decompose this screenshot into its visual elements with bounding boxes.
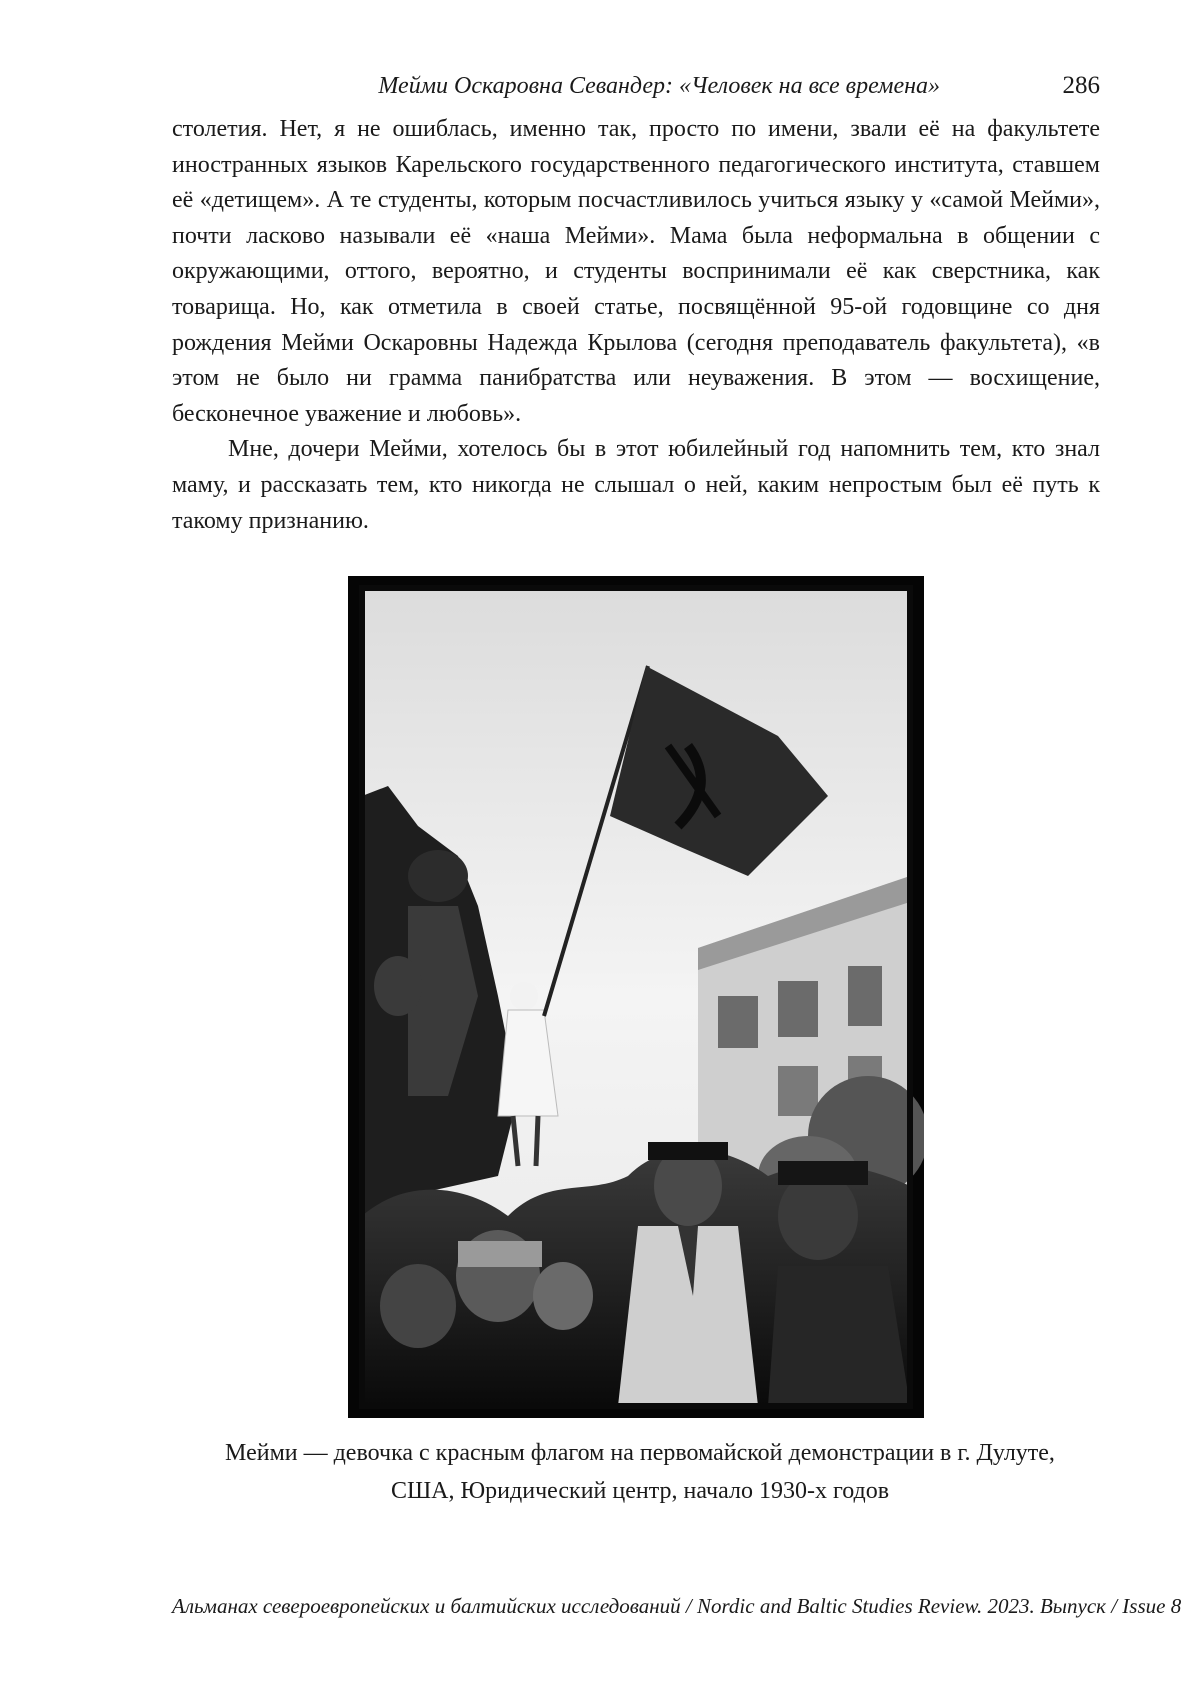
page-number: 286 <box>1062 72 1100 99</box>
paragraph-2: Мне, дочери Мейми, хотелось бы в этот юбилейный год напомнить тем, кто знал маму, и рассказать тем, кто никогда не слышал о ней, каким непростым был её путь к такому признанию. <box>172 436 1100 534</box>
caption-line-1: Мейми — девочка с красным флагом на первомайской демонстрации в г. Дулуте, <box>225 1440 1055 1466</box>
running-title: Мейми Оскаровна Севандер: «Человек на все времена» <box>378 73 940 99</box>
photo-illustration <box>348 576 924 1418</box>
figure-caption <box>180 1434 1100 1510</box>
paragraph-1: столетия. Нет, я не ошиблась, именно так, просто по имени, звали её на факультете иностранных языков Карельского государственного педагогического института, ставшем её «детищем». А те студенты, которым посчастливилось учиться языку у «самой Мейми», почти ласково называли её «наша Мейми». Мама была неформальна в общении с окружающими, оттого, вероятно, и студенты воспринимали её как сверстника, как товарища. Но, как отметила в своей статье, посвящённой 95-ой годовщине со дня рождения Мейми Оскаровны Надежда Крылова (сегодня преподаватель факультета), «в этом не было ни грамма панибратства или неуважения. В этом — восхищение, бесконечное уважение и любовь». <box>172 116 1100 427</box>
caption-line-2: США, Юридический центр, начало 1930-х годов <box>390 1478 890 1504</box>
journal-footer: Альманах североевропейских и балтийских исследований / Nordic and Baltic Studies Review. 2023. Выпуск / Issue 8 <box>172 1594 1182 1618</box>
historical-photo <box>348 576 924 1418</box>
body-text <box>172 112 1100 539</box>
running-header <box>170 68 1100 104</box>
